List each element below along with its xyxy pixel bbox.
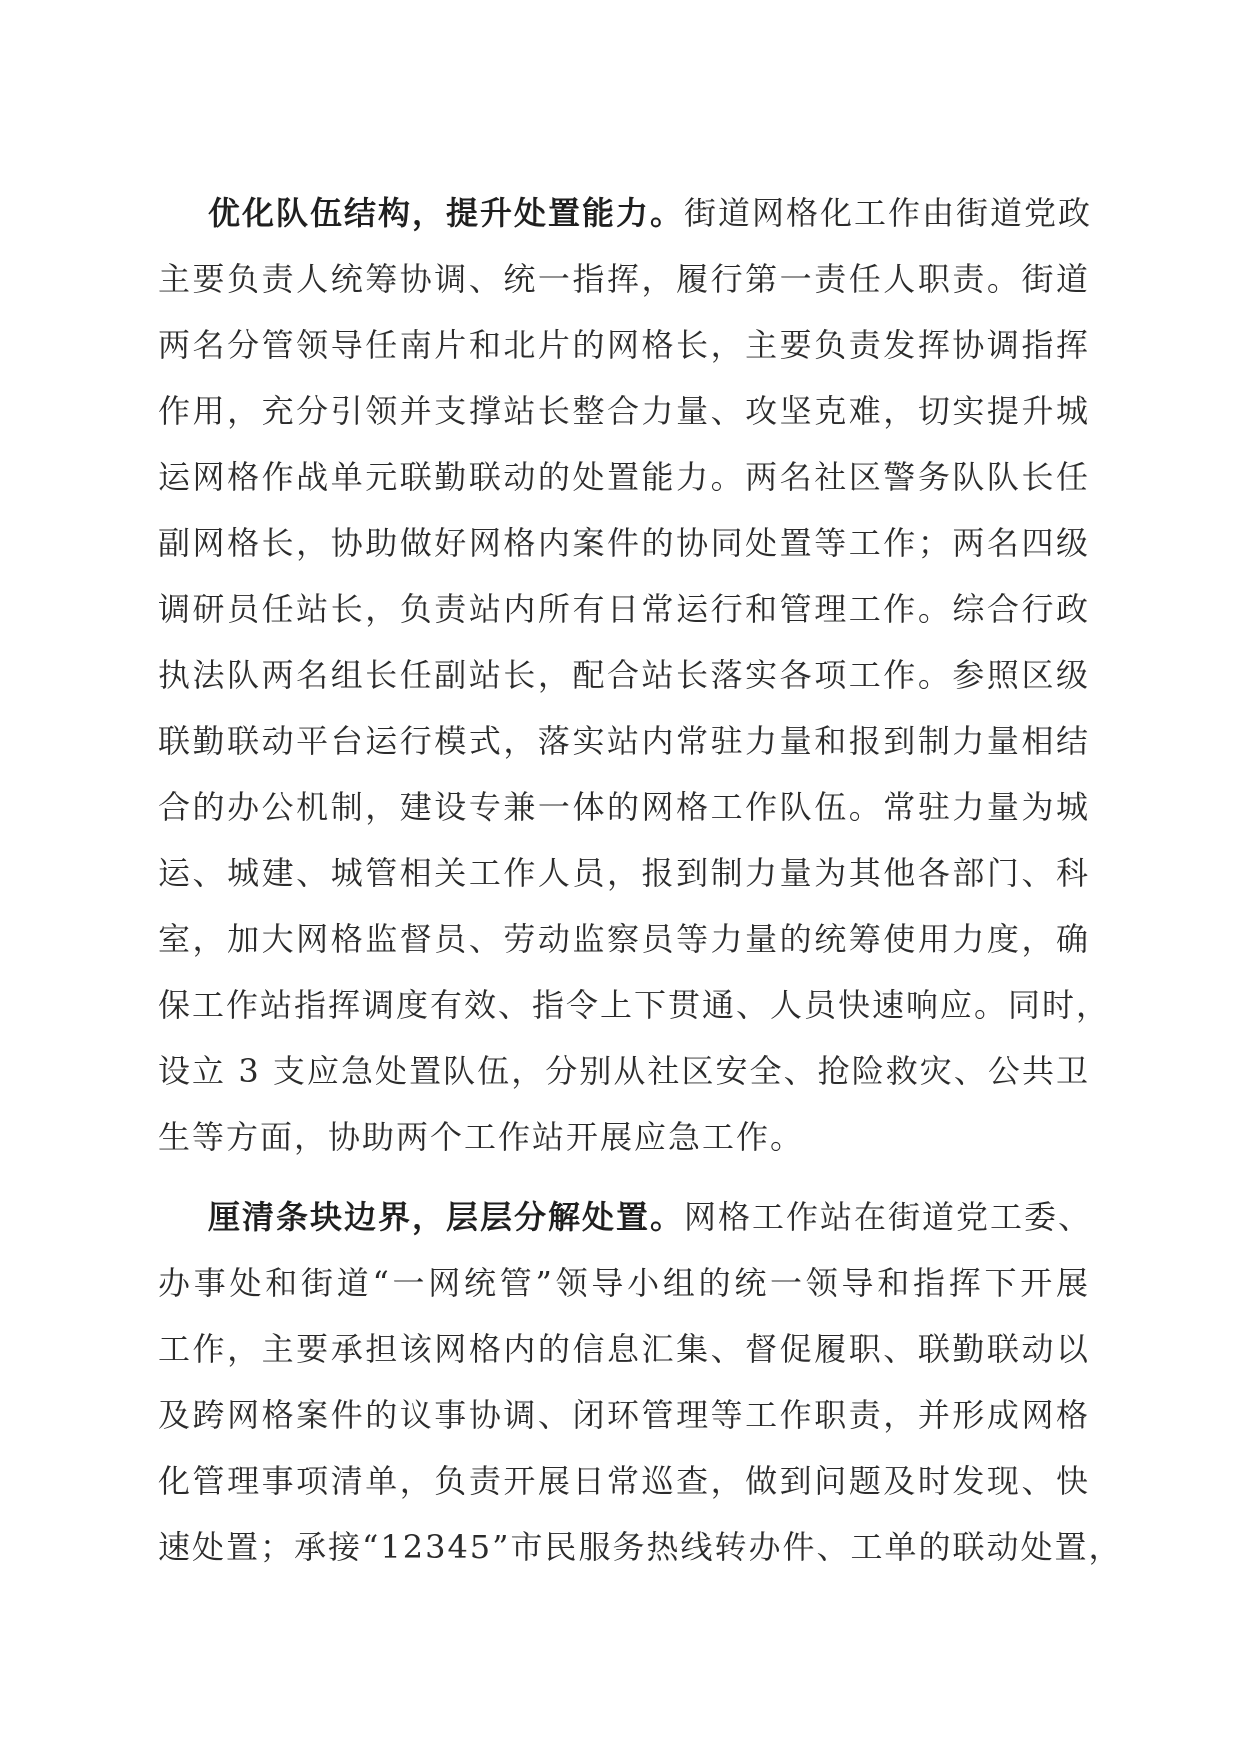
paragraph-line: 运网格作战单元联勤联动的处置能力。两名社区警务队队长任 bbox=[158, 458, 1090, 496]
paragraph-first-line-text: 街道网格化工作由街道党政 bbox=[684, 194, 1093, 232]
paragraph-lead-heading: 厘清条块边界，层层分解处置。 bbox=[208, 1198, 685, 1236]
paragraph-line: 室，加大网格监督员、劳动监察员等力量的统筹使用力度，确 bbox=[158, 920, 1090, 958]
paragraph-line: 执法队两名组长任副站长，配合站长落实各项工作。参照区级 bbox=[158, 656, 1090, 694]
paragraph-line: 速处置；承接“12345”市民服务热线转办件、工单的联动处置， bbox=[158, 1528, 1123, 1566]
paragraph-first-line bbox=[158, 180, 1093, 246]
paragraph-line: 及跨网格案件的议事协调、闭环管理等工作职责，并形成网格 bbox=[158, 1396, 1090, 1434]
paragraph-line: 副网格长，协助做好网格内案件的协同处置等工作；两名四级 bbox=[158, 524, 1090, 562]
paragraph-first-line bbox=[158, 1184, 1093, 1250]
paragraph-boundaries bbox=[158, 1184, 1123, 1580]
paragraph-line: 化管理事项清单，负责开展日常巡查，做到问题及时发现、快 bbox=[158, 1462, 1090, 1500]
paragraph-line: 保工作站指挥调度有效、指令上下贯通、人员快速响应。同时， bbox=[158, 986, 1111, 1024]
paragraph-line: 设立 3 支应急处置队伍，分别从社区安全、抢险救灾、公共卫 bbox=[158, 1052, 1090, 1090]
paragraph-line: 主要负责人统筹协调、统一指挥，履行第一责任人职责。街道 bbox=[158, 260, 1090, 298]
paragraph-line: 合的办公机制，建设专兼一体的网格工作队伍。常驻力量为城 bbox=[158, 788, 1090, 826]
paragraph-first-line-text: 网格工作站在街道党工委、 bbox=[684, 1198, 1093, 1236]
paragraph-line: 联勤联动平台运行模式，落实站内常驻力量和报到制力量相结 bbox=[158, 722, 1090, 760]
paragraph-team-structure bbox=[158, 180, 1111, 1170]
paragraph-lead-heading: 优化队伍结构，提升处置能力。 bbox=[208, 194, 685, 232]
paragraph-line: 运、城建、城管相关工作人员，报到制力量为其他各部门、科 bbox=[158, 854, 1090, 892]
paragraph-line: 两名分管领导任南片和北片的网格长，主要负责发挥协调指挥 bbox=[158, 326, 1090, 364]
paragraph-line: 调研员任站长，负责站内所有日常运行和管理工作。综合行政 bbox=[158, 590, 1090, 628]
paragraph-line: 办事处和街道“一网统管”领导小组的统一领导和指挥下开展 bbox=[158, 1264, 1090, 1302]
paragraph-last-line: 生等方面，协助两个工作站开展应急工作。 bbox=[158, 1118, 805, 1156]
paragraph-line: 作用，充分引领并支撑站长整合力量、攻坚克难，切实提升城 bbox=[158, 392, 1090, 430]
paragraph-line: 工作，主要承担该网格内的信息汇集、督促履职、联勤联动以 bbox=[158, 1330, 1090, 1368]
